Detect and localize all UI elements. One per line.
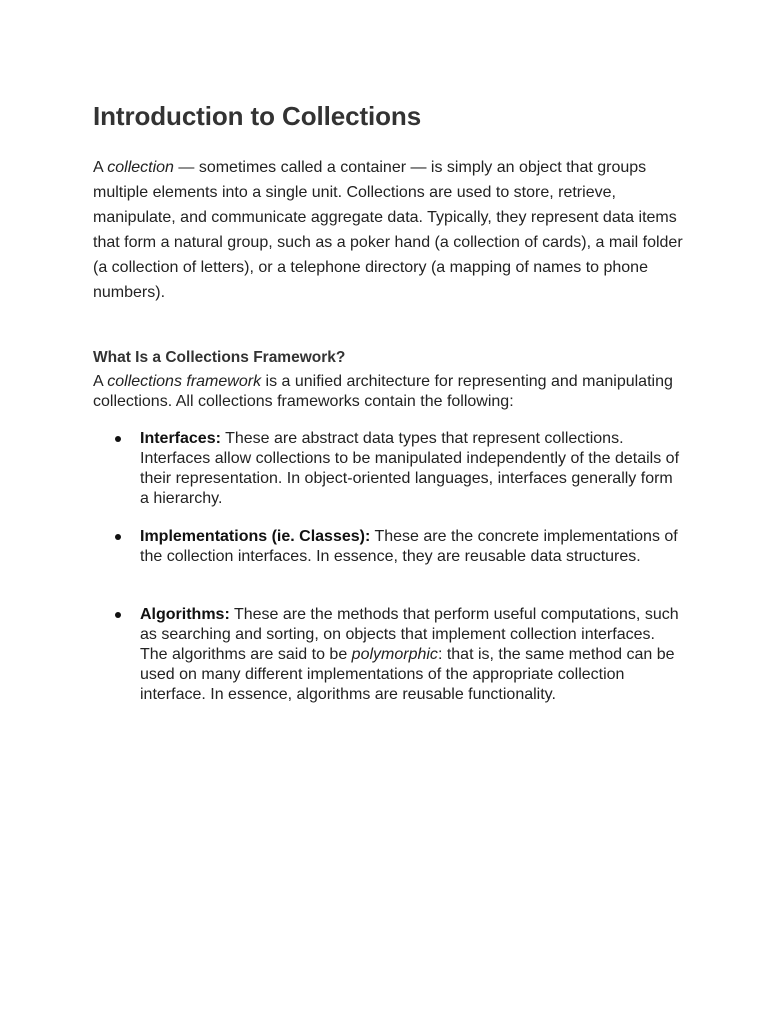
list-item-body: These are the concrete implementations of the collection interfaces. In essence, they are reusable data structures. [140,528,678,565]
list-item-body: These are the methods that perform useful computations, such as searching and sorting, on objects that implement collection interfaces. The algorithms are said to be [140,606,679,663]
list-item-term: polymorphic [351,646,438,663]
intro-lead: A [93,159,108,176]
list-item-label: Interfaces: [140,430,221,447]
list-item-label: Algorithms: [140,606,230,623]
bullet-icon [115,534,121,540]
section-heading: What Is a Collections Framework? [93,349,346,366]
intro-paragraph [93,155,683,305]
framework-lead: A [93,373,108,390]
list-item-label: Implementations (ie. Classes): [140,528,371,545]
intro-term: collection [107,159,174,176]
page-title: Introduction to Collections [93,101,422,131]
list-item-text [140,429,685,509]
list-item-text [140,527,685,567]
list-item-text [140,605,685,705]
bullet-icon [115,436,121,442]
bullet-icon [115,612,121,618]
list-item-body: These are abstract data types that represent collections. Interfaces allow collections to be manipulated independently of the details of their representation. In object-oriented languages, interfaces generally form a hierarchy. [140,430,680,507]
list-item-body: : that is, the same method can be used on many different implementations of the appropriate collection interface. In essence, algorithms are reusable functionality. [140,646,675,703]
intro-rest: — sometimes called a container — is simply an object that groups multiple elements into a single unit. Collections are used to store, retrieve, manipulate, and communicate aggregate data. Typically, they represent data items that form a natural group, such as a poker hand (a collection of cards), a mail folder (a collection of letters), or a telephone directory (a mapping of names to phone numbers). [93,159,683,301]
framework-paragraph [93,372,683,412]
framework-rest: is a unified architecture for representing and manipulating collections. All collections frameworks contain the following: [93,373,673,410]
framework-term: collections framework [107,373,262,390]
